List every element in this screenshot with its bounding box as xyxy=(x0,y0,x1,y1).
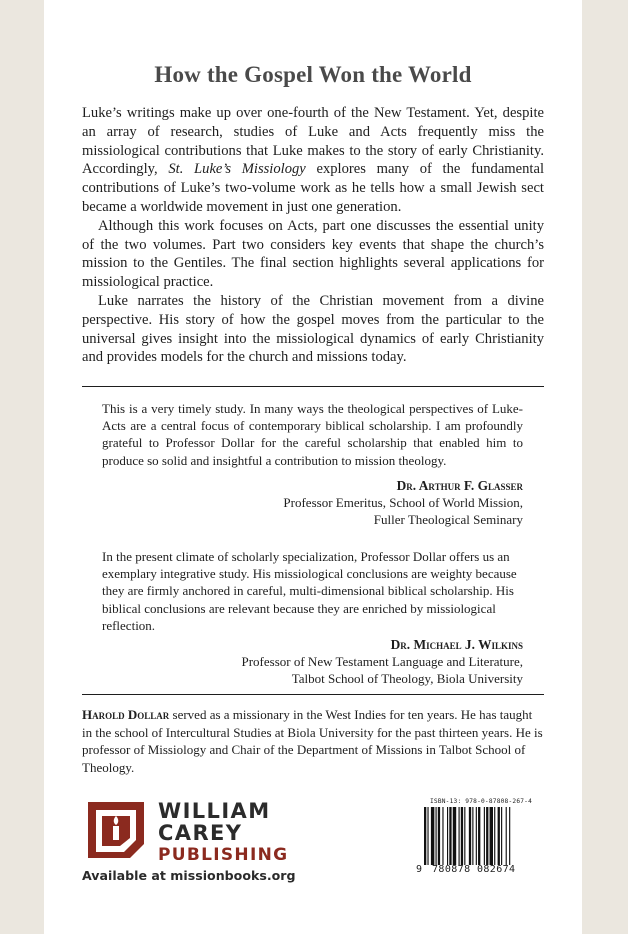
endorser-institution: Talbot School of Theology, Biola University xyxy=(291,671,523,687)
back-cover xyxy=(44,0,582,934)
barcode-prefix-digit: 9 xyxy=(416,864,423,875)
barcode-bar xyxy=(501,807,502,865)
barcode-bar xyxy=(436,807,437,865)
candle-logo-icon xyxy=(82,796,150,864)
barcode-bar xyxy=(494,807,495,865)
page-title: How the Gospel Won the World xyxy=(154,62,472,87)
endorser-title: Professor of New Testament Language and Literature, xyxy=(241,654,523,670)
barcode-bar xyxy=(459,807,460,865)
publisher-name-line-2: CAREY xyxy=(158,821,243,845)
publisher-name xyxy=(158,800,288,866)
barcode-bar xyxy=(476,807,477,865)
barcode-bar xyxy=(449,807,451,865)
barcode-bar xyxy=(486,807,488,865)
publisher-name-line-3: PUBLISHING xyxy=(158,845,289,865)
barcode-bar xyxy=(469,807,471,865)
endorsement-signature xyxy=(102,477,523,529)
description-paragraph-2: Although this work focuses on Acts, part one discusses the essential unity of the two volumes. Part two considers key events that shape the church’s mission to the Gentiles. The final section highlights several applications for missiological practice. xyxy=(82,217,544,291)
publisher-website: Available at missionbooks.org xyxy=(82,868,296,883)
barcode-bar xyxy=(506,807,507,865)
barcode-bar xyxy=(438,807,440,865)
barcode-bar xyxy=(464,807,465,865)
description-text: explores many of the fundamental contributions of Luke’s two-volume work as he tells how a small Jewish sect became a worldwide movement in just one generation. xyxy=(82,161,545,215)
author-name: Harold Dollar xyxy=(82,707,170,722)
barcode-bar xyxy=(431,807,434,865)
barcode-bar xyxy=(453,807,456,865)
isbn-barcode xyxy=(416,796,546,880)
author-bio xyxy=(82,706,544,776)
endorser-name: Dr. Arthur F. Glasser xyxy=(396,477,523,493)
barcode-bar xyxy=(427,807,428,865)
description-paragraph-1 xyxy=(82,104,544,217)
endorsement-2 xyxy=(102,548,523,688)
barcode-bar xyxy=(472,807,473,865)
endorser-institution: Fuller Theological Seminary xyxy=(373,512,523,528)
endorser-title: Professor Emeritus, School of World Mission, xyxy=(283,495,523,511)
barcode-icon xyxy=(424,807,538,865)
barcode-bar xyxy=(461,807,463,865)
barcode-bar xyxy=(478,807,480,865)
book-title-italic: St. Luke’s Missiology xyxy=(168,161,306,178)
isbn-label: ISBN-13: 978-0-87808-267-4 xyxy=(429,798,533,805)
description-paragraph-3: Luke narrates the history of the Christian movement from a divine perspective. His story of how the gospel moves from the particular to the universal gives insight into the missiological dynamics of early Christianity and provides models for the church and missions today. xyxy=(82,292,544,366)
barcode-bar xyxy=(484,807,485,865)
publisher-name-line-1: WILLIAM xyxy=(158,799,271,823)
author-bio-text: served as a missionary in the West Indies for ten years. He has taught in the school of Intercultural Studies at Biola University for the past thirteen years. He is professor of Missiology and Chair of the Department of Missions in Talbot School of Theology. xyxy=(82,707,543,775)
barcode-bar xyxy=(490,807,493,865)
endorsement-quote: In the present climate of scholarly specialization, Professor Dollar offers us an exemplary integrative study. His missiological conclusions are weighty because they are firmly anchored in careful, multi-dimensional biblical scholarship. His biblical conclusions are relevant because they are enriched by missiological reflection. xyxy=(102,549,517,633)
barcode-bar xyxy=(447,807,448,865)
barcode-number: 780878 082674 xyxy=(432,864,516,875)
endorser-name: Dr. Michael J. Wilkins xyxy=(390,637,523,653)
divider-bottom xyxy=(82,694,544,695)
barcode-bar xyxy=(424,807,426,865)
publisher-logo xyxy=(82,796,302,886)
endorsement-1 xyxy=(102,400,523,528)
barcode-bar xyxy=(442,807,443,865)
endorsement-signature xyxy=(102,636,523,688)
book-description xyxy=(82,104,544,367)
barcode-bar xyxy=(498,807,500,865)
barcode-bar xyxy=(509,807,510,865)
endorsement-quote: This is a very timely study. In many ways the theological perspectives of Luke-Acts are a central focus of contemporary biblical scholarship. I am profoundly grateful to Professor Dollar for the careful scholarship that enabled him to produce so solid and insightful a contribution to mission theology. xyxy=(102,401,523,468)
divider-top xyxy=(82,386,544,387)
description-text: Luke’s writings make up over one-fourth of the New Testament. Yet, despite an array of research, studies of Luke and Acts frequently miss the missiological contributions that Luke makes to the story of early Christianity. Accordingly, xyxy=(82,105,544,178)
